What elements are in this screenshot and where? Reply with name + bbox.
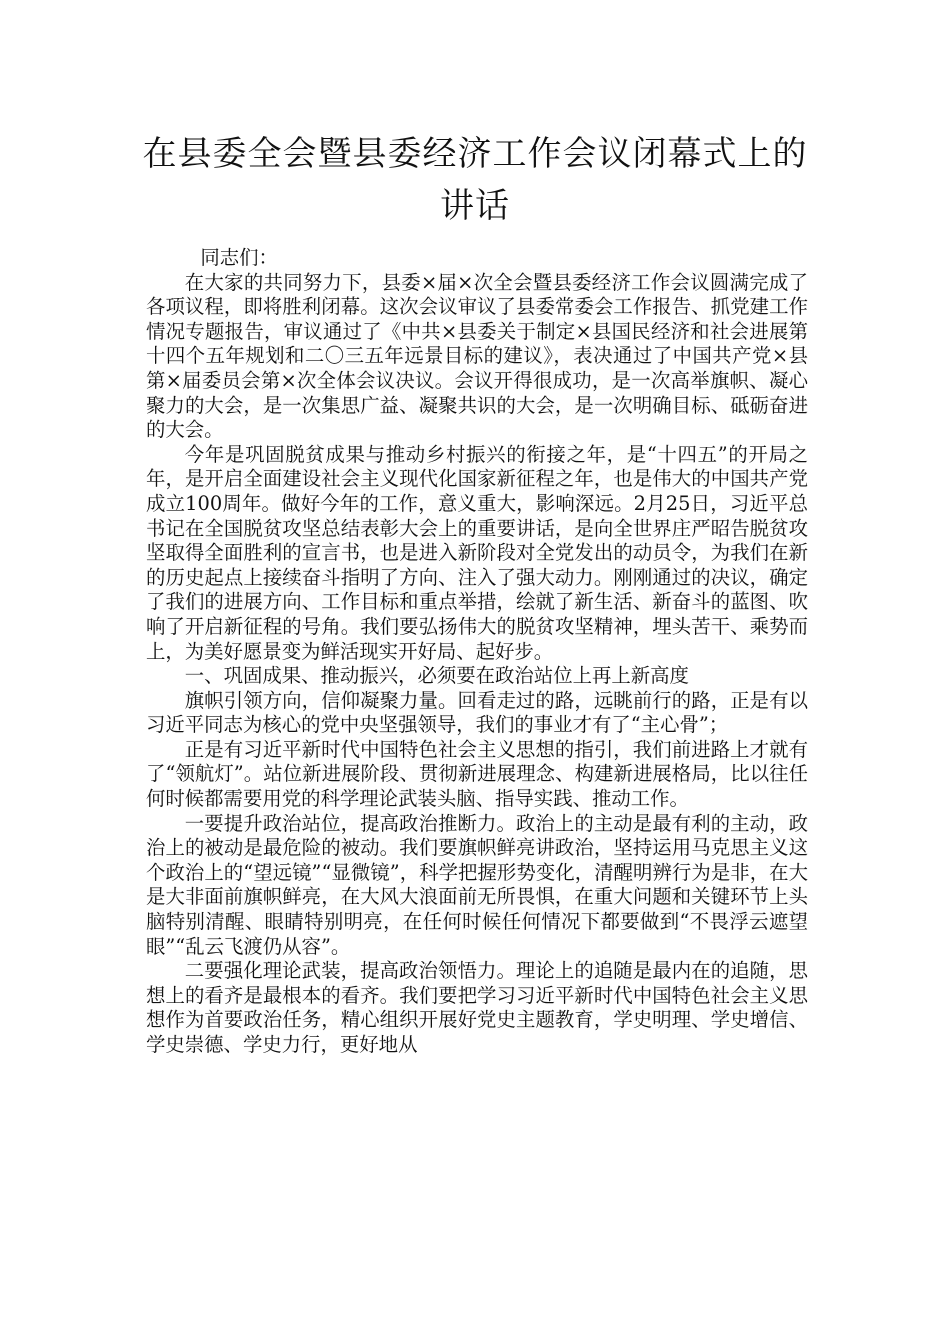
paragraph-6: 二要强化理论武装，提高政治领悟力。理论上的追随是最内在的追随，思想上的看齐是最根本的看齐。我们要把学习习近平新时代中国特色社会主义思想作为首要政治任务，精心组织开展好党史主题教育，学史明理、学史增信、学史崇德、学史力行，更好地从 [146, 959, 808, 1056]
document-body [146, 246, 808, 1058]
paragraph-3: 旗帜引领方向，信仰凝聚力量。回看走过的路，远眺前行的路，正是有以习近平同志为核心的党中央坚强领导，我们的事业才有了“主心骨”； [146, 688, 808, 737]
paragraph-1: 在大家的共同努力下，县委×届×次全会暨县委经济工作会议圆满完成了各项议程，即将胜利闭幕。这次会议审议了县委常委会工作报告、抓党建工作情况专题报告，审议通过了《中共×县委关于制定×县国民经济和社会进展第十四个五年规划和二〇三五年远景目标的建议》，表决通过了中国共产党×县第×届委员会第×次全体会议决议。会议开得很成功，是一次高举旗帜、凝心聚力的大会，是一次集思广益、凝聚共识的大会，是一次明确目标、砥砺奋进的大会。 [146, 270, 808, 442]
paragraph-5: 一要提升政治站位，提高政治推断力。政治上的主动是最有利的主动，政治上的被动是最危险的被动。我们要旗帜鲜亮讲政治，坚持运用马克思主义这个政治上的“望远镜”“显微镜”，科学把握形势变化，清醒明辨行为是非，在大是大非面前旗帜鲜亮，在大风大浪面前无所畏惧，在重大问题和关键环节上头脑特别清醒、眼睛特别明亮，在任何时候任何情况下都要做到“不畏浮云遮望眼”“乱云飞渡仍从容”。 [146, 811, 808, 958]
section-heading-1: 一、巩固成果、推动振兴，必须要在政治站位上再上新高度 [184, 664, 689, 688]
salutation: 同志们： [200, 246, 278, 269]
paragraph-4: 正是有习近平新时代中国特色社会主义思想的指引，我们前进路上才就有了“领航灯”。站位新进展阶段、贯彻新进展理念、构建新进展格局，比以往任何时候都需要用党的科学理论武装头脑、指导实践、推动工作。 [146, 737, 808, 811]
paragraph-2: 今年是巩固脱贫成果与推动乡村振兴的衔接之年，是“十四五”的开局之年，是开启全面建设社会主义现代化国家新征程之年，也是伟大的中国共产党成立100周年。做好今年的工作，意义重大，影响深远。2月25日，习近平总书记在全国脱贫攻坚总结表彰大会上的重要讲话，是向全世界庄严昭告脱贫攻坚取得全面胜利的宣言书，也是进入新阶段对全党发出的动员令，为我们在新的历史起点上接续奋斗指明了方向、注入了强大动力。刚刚通过的决议，确定了我们的进展方向、工作目标和重点举措，绘就了新生活、新奋斗的蓝图、吹响了开启新征程的号角。我们要弘扬伟大的脱贫攻坚精神，埋头苦干、乘势而上，为美好愿景变为鲜活现实开好局、起好步。 [146, 442, 808, 663]
document-title: 在县委全会暨县委经济工作会议闭幕式上的讲话 [142, 134, 808, 226]
